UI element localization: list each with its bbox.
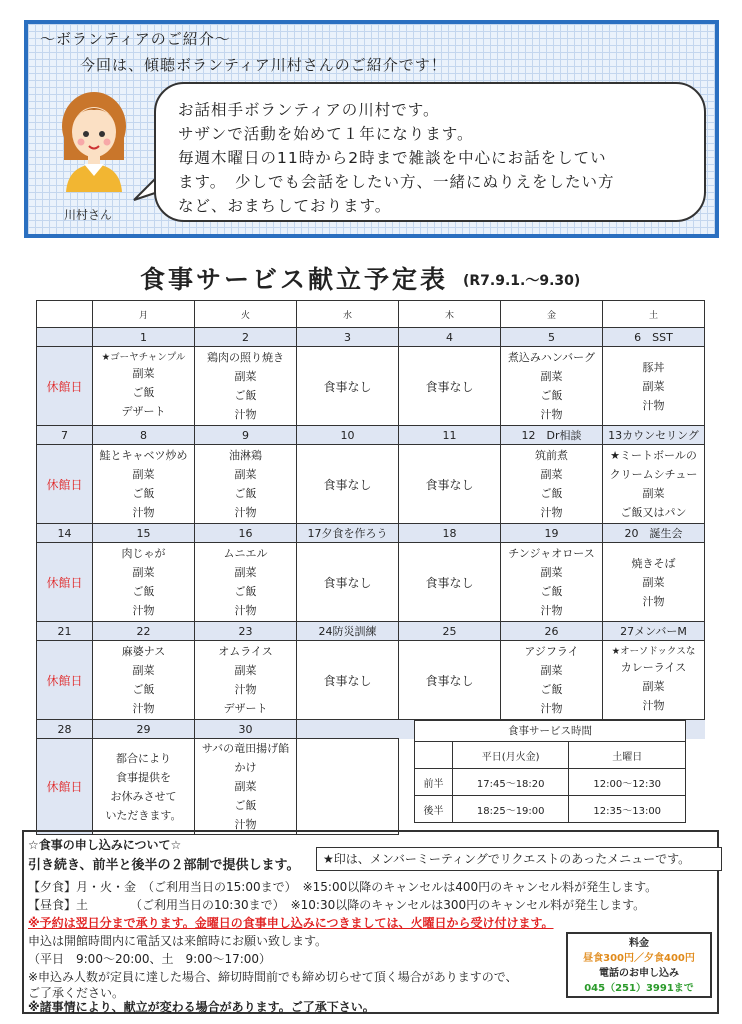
menu-item: 鶏肉の照り焼き bbox=[207, 351, 284, 364]
bubble-line: ます。 少しでも会話をしたい方、一緒にぬりえをしたい方 bbox=[178, 173, 615, 191]
volunteer-avatar-icon bbox=[58, 88, 130, 192]
hours-col-weekday: 平日(月火金) bbox=[452, 742, 569, 769]
menu-item: いただきます。 bbox=[105, 808, 182, 822]
date-cell: 19 bbox=[501, 524, 603, 543]
date-cell: 8 bbox=[93, 426, 195, 445]
blank-cell bbox=[297, 720, 399, 739]
date-row bbox=[37, 524, 705, 543]
hours-weekday-time: 18:25〜19:00 bbox=[452, 796, 569, 823]
menu-item: 汁物 bbox=[234, 604, 257, 617]
menu-title: 食事サービス献立予定表 bbox=[140, 265, 449, 294]
menu-cell bbox=[93, 445, 195, 524]
menu-cell bbox=[93, 543, 195, 622]
menu-item: 副菜 bbox=[642, 487, 665, 500]
menu-item: ご飯 bbox=[540, 585, 563, 598]
date-cell: 26 bbox=[501, 622, 603, 641]
menu-item: 副菜 bbox=[234, 664, 257, 677]
menu-cell bbox=[195, 543, 297, 622]
menu-item: 汁物 bbox=[234, 683, 257, 696]
star-note: ★印は、メンバーミーティングでリクエストのあったメニューです。 bbox=[316, 847, 722, 871]
menu-items bbox=[93, 446, 194, 522]
menu-item: 汁物 bbox=[540, 506, 563, 519]
menu-item: 副菜 bbox=[642, 575, 665, 589]
menu-item: 副菜 bbox=[234, 370, 257, 383]
menu-item: 豚丼 bbox=[642, 360, 665, 374]
menu-cell bbox=[501, 445, 603, 524]
date-cell: 29 bbox=[93, 720, 195, 739]
sunday-date: 14 bbox=[37, 524, 93, 543]
menu-item: 副菜 bbox=[540, 370, 563, 383]
weekday-header: 木 bbox=[399, 301, 501, 328]
menu-item: かけ bbox=[234, 761, 257, 774]
menu-item: 副菜 bbox=[132, 566, 155, 579]
menu-items bbox=[501, 348, 602, 424]
menu-item: デザート bbox=[121, 405, 166, 418]
menu-items bbox=[195, 544, 296, 620]
menu-items bbox=[195, 739, 296, 834]
notice-box bbox=[22, 830, 719, 1014]
menu-item: 食事提供を bbox=[116, 770, 171, 784]
weekday-header: 水 bbox=[297, 301, 399, 328]
date-cell: 13カウンセリング bbox=[603, 426, 705, 445]
menu-item: オムライス bbox=[218, 645, 273, 658]
menu-item: 汁物 bbox=[234, 818, 257, 831]
menu-item: 副菜 bbox=[540, 566, 563, 579]
menu-item: チンジャオロース bbox=[508, 547, 595, 560]
hours-col-saturday: 土曜日 bbox=[569, 742, 686, 769]
weekday-header-row bbox=[37, 301, 705, 328]
menu-cell bbox=[603, 445, 705, 524]
closed-day-cell: 休館日 bbox=[37, 543, 93, 622]
bubble-line: 毎週木曜日の11時から2時まで雑談を中心にお話をしてい bbox=[178, 149, 607, 167]
menu-item: 副菜 bbox=[132, 468, 155, 481]
menu-item: ご飯 bbox=[540, 389, 563, 402]
menu-row bbox=[37, 641, 705, 720]
menu-cell bbox=[93, 739, 195, 835]
menu-item: ★ゴーヤチャンプル bbox=[101, 352, 186, 363]
phone-title: 電話のお申し込み bbox=[599, 968, 679, 979]
menu-item: クリームシチュー bbox=[609, 468, 698, 481]
date-cell: 4 bbox=[399, 328, 501, 347]
menu-item: ご飯 bbox=[540, 683, 563, 696]
closed-day-cell: 休館日 bbox=[37, 641, 93, 720]
menu-item: 煮込みハンバーグ bbox=[507, 351, 596, 364]
menu-item: 肉じゃが bbox=[121, 547, 166, 560]
menu-item: 筑前煮 bbox=[535, 449, 568, 462]
date-cell: 25 bbox=[399, 622, 501, 641]
menu-cell bbox=[93, 641, 195, 720]
menu-item: 副菜 bbox=[642, 379, 665, 393]
date-cell: 17夕食を作ろう bbox=[297, 524, 399, 543]
menu-item: ご飯 bbox=[234, 389, 257, 402]
date-cell: 5 bbox=[501, 328, 603, 347]
menu-item: 副菜 bbox=[540, 468, 563, 481]
hours-corner bbox=[415, 742, 453, 769]
menu-item: ご飯 bbox=[540, 487, 563, 500]
menu-item: 副菜 bbox=[234, 468, 257, 481]
date-row bbox=[37, 328, 705, 347]
menu-cell bbox=[603, 543, 705, 622]
meal-hours-box bbox=[414, 720, 686, 823]
menu-cell bbox=[501, 347, 603, 426]
no-meal-cell: 食事なし bbox=[297, 347, 399, 426]
bubble-line: お話相手ボランティアの川村です。 bbox=[178, 101, 440, 119]
phone-number: 045（251）3991まで bbox=[584, 983, 694, 994]
menu-item: ご飯 bbox=[132, 487, 155, 500]
menu-cell bbox=[603, 347, 705, 426]
date-cell: 3 bbox=[297, 328, 399, 347]
date-cell: 22 bbox=[93, 622, 195, 641]
menu-cell bbox=[603, 641, 705, 720]
weekday-header: 金 bbox=[501, 301, 603, 328]
price-box bbox=[566, 932, 712, 998]
menu-item: デザート bbox=[223, 702, 268, 715]
no-meal-cell: 食事なし bbox=[399, 347, 501, 426]
date-row bbox=[37, 622, 705, 641]
notice-dinner: 【夕食】月・火・金 （ご利用当日の15:00まで） ※15:00以降のキャンセルは400円のキャンセル料が発生します。 bbox=[28, 880, 658, 894]
menu-item: 麻婆ナス bbox=[121, 645, 166, 658]
menu-item: 汁物 bbox=[642, 398, 665, 412]
closed-day-cell: 休館日 bbox=[37, 739, 93, 835]
date-cell: 30 bbox=[195, 720, 297, 739]
corner-cell bbox=[37, 301, 93, 328]
menu-item: 都合により bbox=[116, 751, 171, 765]
menu-item: 汁物 bbox=[540, 702, 563, 715]
menu-item: 副菜 bbox=[132, 367, 155, 380]
menu-item: 副菜 bbox=[642, 680, 665, 693]
menu-items bbox=[603, 645, 704, 715]
sunday-date bbox=[37, 328, 93, 347]
menu-item: アジフライ bbox=[524, 645, 579, 658]
notice-reservation: ※予約は翌日分まで承ります。金曜日の食事申し込みにつきましては、火曜日から受け付けます。 bbox=[28, 916, 554, 930]
intro-heading: 〜ボランティアのご紹介〜 bbox=[40, 30, 231, 48]
menu-item: 汁物 bbox=[642, 699, 665, 712]
menu-cell bbox=[195, 445, 297, 524]
menu-cell bbox=[195, 347, 297, 426]
menu-items bbox=[501, 544, 602, 620]
menu-item: 汁物 bbox=[234, 506, 257, 519]
menu-item: 副菜 bbox=[540, 664, 563, 677]
menu-cell bbox=[501, 543, 603, 622]
date-cell: 23 bbox=[195, 622, 297, 641]
sunday-date: 28 bbox=[37, 720, 93, 739]
notice-lunch: 【昼食】土 （ご利用当日の10:30まで） ※10:30以降のキャンセルは300円のキャンセル料が発生します。 bbox=[28, 898, 646, 912]
menu-item: 焼きそば bbox=[631, 556, 676, 570]
price-value: 昼食300円／夕食400円 bbox=[583, 953, 695, 964]
menu-item: 汁物 bbox=[132, 604, 155, 617]
bubble-line: サザンで活動を始めて１年になります。 bbox=[178, 125, 474, 143]
menu-cell bbox=[195, 641, 297, 720]
menu-item: 汁物 bbox=[642, 594, 665, 608]
avatar-name-label: 川村さん bbox=[64, 208, 113, 222]
menu-row bbox=[37, 445, 705, 524]
menu-period: (R7.9.1.〜9.30) bbox=[463, 273, 581, 289]
hours-row-label: 後半 bbox=[415, 796, 453, 823]
menu-item: 鮭とキャベツ炒め bbox=[99, 449, 188, 462]
weekday-header: 月 bbox=[93, 301, 195, 328]
menu-items bbox=[195, 446, 296, 522]
notice-heading: ☆食事の申し込みについて☆ bbox=[28, 838, 182, 852]
no-meal-cell: 食事なし bbox=[399, 445, 501, 524]
no-meal-cell: 食事なし bbox=[399, 543, 501, 622]
weekday-header: 火 bbox=[195, 301, 297, 328]
menu-item: 汁物 bbox=[540, 408, 563, 421]
date-cell: 27メンバーM bbox=[603, 622, 705, 641]
menu-item: ご飯 bbox=[234, 585, 257, 598]
menu-items bbox=[603, 446, 704, 522]
notice-open-hours: （平日 9:00〜20:00、土 9:00〜17:00） bbox=[28, 952, 272, 966]
menu-item: 油淋鶏 bbox=[229, 449, 262, 462]
menu-item: ムニエル bbox=[223, 547, 268, 560]
menu-item: ご飯又はパン bbox=[620, 506, 687, 519]
menu-item: お休みさせて bbox=[110, 789, 177, 803]
date-cell: 2 bbox=[195, 328, 297, 347]
menu-item: ご飯 bbox=[234, 799, 257, 812]
menu-items bbox=[93, 642, 194, 718]
notice-phone-hours: 申込は開館時間内に電話又は来館時にお願い致します。 bbox=[28, 934, 328, 948]
sunday-date: 21 bbox=[37, 622, 93, 641]
volunteer-intro-box bbox=[24, 20, 719, 238]
date-cell: 1 bbox=[93, 328, 195, 347]
menu-item: 汁物 bbox=[132, 702, 155, 715]
date-cell: 20 誕生会 bbox=[603, 524, 705, 543]
menu-item: ★オーソドックスな bbox=[611, 646, 696, 657]
hours-weekday-time: 17:45〜18:20 bbox=[452, 769, 569, 796]
menu-item: ご飯 bbox=[132, 386, 155, 399]
notice-two-part: 引き続き、前半と後半の２部制で提供します。 bbox=[28, 858, 300, 873]
date-cell: 24防災訓練 bbox=[297, 622, 399, 641]
price-title: 料金 bbox=[629, 938, 649, 949]
menu-item: ご飯 bbox=[132, 683, 155, 696]
menu-items bbox=[195, 642, 296, 718]
menu-items bbox=[93, 351, 194, 421]
menu-items bbox=[603, 358, 704, 415]
menu-cell bbox=[501, 641, 603, 720]
meal-hours-table bbox=[414, 741, 686, 823]
menu-items bbox=[603, 554, 704, 611]
no-meal-cell: 食事なし bbox=[297, 445, 399, 524]
weekday-header: 土 bbox=[603, 301, 705, 328]
menu-item: 汁物 bbox=[540, 604, 563, 617]
menu-items bbox=[93, 749, 194, 825]
notice-change: ※諸事情により、献立が変わる場合があります。ご了承下さい。 bbox=[28, 1000, 375, 1014]
meal-hours-title: 食事サービス時間 bbox=[414, 720, 686, 741]
date-cell: 12 Dr相談 bbox=[501, 426, 603, 445]
menu-item: 副菜 bbox=[234, 566, 257, 579]
no-meal-cell: 食事なし bbox=[297, 641, 399, 720]
date-cell: 18 bbox=[399, 524, 501, 543]
menu-item: 副菜 bbox=[234, 780, 257, 793]
date-cell: 9 bbox=[195, 426, 297, 445]
notice-capacity2: ご了承ください。 bbox=[28, 986, 125, 1000]
menu-items bbox=[501, 642, 602, 718]
menu-item: 汁物 bbox=[234, 408, 257, 421]
menu-row bbox=[37, 543, 705, 622]
hours-saturday-time: 12:00〜12:30 bbox=[569, 769, 686, 796]
menu-item: カレーライス bbox=[620, 661, 687, 674]
date-cell: 16 bbox=[195, 524, 297, 543]
date-cell: 15 bbox=[93, 524, 195, 543]
intro-subheading: 今回は、傾聴ボランティア川村さんのご紹介です！ bbox=[80, 56, 447, 74]
menu-item: ご飯 bbox=[234, 487, 257, 500]
menu-item: サバの竜田揚げ餡 bbox=[201, 742, 290, 755]
no-meal-cell: 食事なし bbox=[297, 543, 399, 622]
hours-row-label: 前半 bbox=[415, 769, 453, 796]
sunday-date: 7 bbox=[37, 426, 93, 445]
date-cell: 11 bbox=[399, 426, 501, 445]
menu-items bbox=[195, 348, 296, 424]
menu-row bbox=[37, 347, 705, 426]
notice-capacity: ※申込み人数が定員に達した場合、締切時間前でも締め切らせて頂く場合がありますので、 bbox=[28, 970, 518, 984]
menu-cell bbox=[195, 739, 297, 835]
menu-items bbox=[501, 446, 602, 522]
closed-day-cell: 休館日 bbox=[37, 347, 93, 426]
menu-item: ご飯 bbox=[132, 585, 155, 598]
menu-item: ★ミートボールの bbox=[610, 449, 697, 462]
blank-cell bbox=[297, 739, 399, 835]
hours-saturday-time: 12:35〜13:00 bbox=[569, 796, 686, 823]
menu-items bbox=[93, 544, 194, 620]
menu-item: 副菜 bbox=[132, 664, 155, 677]
menu-item: 汁物 bbox=[132, 506, 155, 519]
speech-bubble bbox=[154, 82, 706, 222]
date-row bbox=[37, 426, 705, 445]
date-cell: 10 bbox=[297, 426, 399, 445]
bubble-line: など、おまちしております。 bbox=[178, 197, 392, 215]
no-meal-cell: 食事なし bbox=[399, 641, 501, 720]
date-cell: 6 SST bbox=[603, 328, 705, 347]
menu-cell bbox=[93, 347, 195, 426]
closed-day-cell: 休館日 bbox=[37, 445, 93, 524]
